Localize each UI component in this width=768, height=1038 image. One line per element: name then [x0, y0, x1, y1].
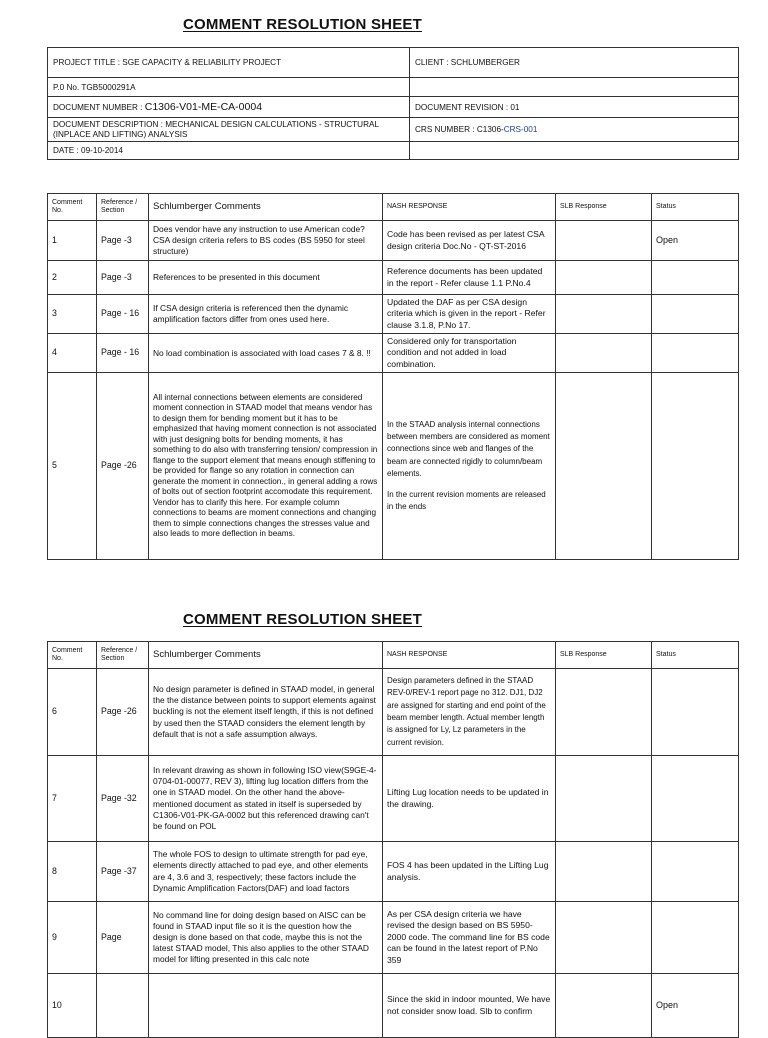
nash-response [383, 373, 556, 560]
nash-response: Design parameters defined in the STAAD REV-0/REV-1 report page no 312. DJ1, DJ2 are assigned for starting and end point of the beam member length. Actual member length is assigned for Ly, Lz parameters in the current revision. [383, 669, 556, 756]
slb-response [556, 221, 652, 261]
comment-text: All internal connections between elements are considered moment connection in STAAD model that means vendor has to design them for bending moment but it has to be emphasized that having moment connection is not associated with just designing bolts for bending moments, it has something to do also with transferring tension/ compression in flange to the support element that means enough stiffening to be provided for flange so any rotation in connection can generate the moment in connection., in general adding a rows of bolts out of section footprint accomodate this requirement. Vendor has to clarify this here. For example column connections to beams are moment connections and changing them to simple connections changes the stresses value and also leads to more deflection in beams. [149, 373, 383, 560]
slb-response [556, 974, 652, 1038]
nash-response: Reference documents has been updated in the report - Refer clause 1.1 P.No.4 [383, 261, 556, 295]
nash-response: Lifting Lug location needs to be updated in the drawing. [383, 756, 556, 842]
header-comment-no: Comment No. [48, 642, 97, 669]
reference: Page - 16 [97, 295, 149, 334]
comment-text: If CSA design criteria is referenced then the dynamic amplification factors differ from ones used here. [149, 295, 383, 334]
comment-no: 6 [48, 669, 97, 756]
client: CLIENT : SCHLUMBERGER [410, 48, 739, 78]
reference: Page [97, 902, 149, 974]
comment-no: 1 [48, 221, 97, 261]
slb-response [556, 842, 652, 902]
header-nash-response: NASH RESPONSE [383, 194, 556, 221]
nash-response: As per CSA design criteria we have revised the design based on BS 5950-2000 code. The command line for BS code can be found in the latest report of P.No 359 [383, 902, 556, 974]
table-row [48, 974, 739, 1038]
sheet-title: COMMENT RESOLUTION SHEET [183, 611, 422, 628]
nash-response-paragraph: In the current revision moments are released in the ends [387, 489, 546, 512]
status [652, 334, 739, 373]
empty-cell [410, 142, 739, 160]
table-row [48, 902, 739, 974]
reference: Page -3 [97, 261, 149, 295]
nash-response-paragraph: In the STAAD analysis internal connections between members are considered as moment connections since web and flanges of the beam are connected rigidly to column/beam elements. [387, 419, 550, 479]
sheet-title: COMMENT RESOLUTION SHEET [183, 16, 422, 33]
comment-text: The whole FOS to design to ultimate strength for pad eye, elements directly attached to pad eye, and other elements are 4, 3.6 and 3, respectively; these factors include the Dynamic Amplification Factors(DAF) and load factors [149, 842, 383, 902]
project-info-table [47, 47, 739, 160]
header-nash-response: NASH RESPONSE [383, 642, 556, 669]
reference [97, 974, 149, 1038]
status: Open [652, 221, 739, 261]
table-row [48, 261, 739, 295]
comment-no: 3 [48, 295, 97, 334]
comment-text: No command line for doing design based on AISC can be found in STAAD input file so it is the question how the design is done based on that code, maybe this is not the latest STAAD model, This also applies to the other STAAD model for lifting presented in this calc note [149, 902, 383, 974]
status [652, 295, 739, 334]
header-status: Status [652, 642, 739, 669]
reference: Page -26 [97, 373, 149, 560]
crs-suffix: CRS-001 [503, 125, 538, 134]
comment-text: No load combination is associated with load cases 7 & 8. !! [149, 334, 383, 373]
reference: Page -26 [97, 669, 149, 756]
slb-response [556, 261, 652, 295]
slb-response [556, 902, 652, 974]
slb-response [556, 334, 652, 373]
table-row [48, 221, 739, 261]
reference: Page -37 [97, 842, 149, 902]
table-row [48, 334, 739, 373]
crs-number [410, 118, 739, 142]
nash-response: Since the skid in indoor mounted, We have not consider snow load. Slb to confirm [383, 974, 556, 1038]
comment-text: References to be presented in this document [149, 261, 383, 295]
status [652, 669, 739, 756]
empty-cell [410, 78, 739, 97]
comment-no: 4 [48, 334, 97, 373]
comment-text: In relevant drawing as shown in following ISO view(S9GE-4-0704-01-00077, REV 3), lifting lug location differs from the one in STAAD model. On the other hand the above-mentioned document as stated in itself is superseded by C1306-V01-PK-GA-0002 but this referenced drawing can't be found on POL [149, 756, 383, 842]
table-row [48, 373, 739, 560]
document-description: DOCUMENT DESCRIPTION : MECHANICAL DESIGN CALCULATIONS - STRUCTURAL (INPLACE AND LIFTING) ANALYSIS [48, 118, 410, 142]
comment-no: 8 [48, 842, 97, 902]
slb-response [556, 756, 652, 842]
nash-response: Code has been revised as per latest CSA design criteria Doc.No - QT-ST-2016 [383, 221, 556, 261]
comment-text [149, 974, 383, 1038]
table-row [48, 756, 739, 842]
comment-no: 2 [48, 261, 97, 295]
reference: Page - 16 [97, 334, 149, 373]
nash-response: Updated the DAF as per CSA design criteria which is given in the report - Refer clause 3.1.8, P.No 17. [383, 295, 556, 334]
reference: Page -3 [97, 221, 149, 261]
comment-table-2 [47, 641, 739, 1038]
comment-no: 5 [48, 373, 97, 560]
comment-no: 7 [48, 756, 97, 842]
status [652, 373, 739, 560]
crs-prefix: CRS NUMBER : C1306- [415, 125, 504, 134]
document-revision: DOCUMENT REVISION : 01 [410, 97, 739, 118]
slb-response [556, 373, 652, 560]
document-number [48, 97, 410, 118]
comment-no: 10 [48, 974, 97, 1038]
document-number-label: DOCUMENT NUMBER : [53, 103, 145, 112]
table-row [48, 295, 739, 334]
header-slb-comments: Schlumberger Comments [149, 642, 383, 669]
table-row [48, 669, 739, 756]
project-title: PROJECT TITLE : SGE CAPACITY & RELIABILITY PROJECT [48, 48, 410, 78]
status: Open [652, 974, 739, 1038]
header-slb-response: SLB Response [556, 642, 652, 669]
status [652, 756, 739, 842]
po-number: P.0 No. TGB5000291A [48, 78, 410, 97]
nash-response: Considered only for transportation condition and not added in load combination. [383, 334, 556, 373]
status [652, 902, 739, 974]
reference: Page -32 [97, 756, 149, 842]
slb-response [556, 669, 652, 756]
nash-response: FOS 4 has been updated in the Lifting Lug analysis. [383, 842, 556, 902]
document-number-value: C1306-V01-ME-CA-0004 [144, 101, 263, 113]
slb-response [556, 295, 652, 334]
comment-table-1 [47, 193, 739, 560]
header-reference: Reference / Section [97, 194, 149, 221]
header-status: Status [652, 194, 739, 221]
header-reference: Reference / Section [97, 642, 149, 669]
comment-text: No design parameter is defined in STAAD model, in general the the distance between points to support elements against buckling is not the element itself length, if this is not defined by used then the STAAD considers the element length by default that is not a safe assumption always. [149, 669, 383, 756]
status [652, 261, 739, 295]
comment-text: Does vendor have any instruction to use American code? CSA design criteria refers to BS codes (BS 5950 for steel structure) [149, 221, 383, 261]
table-row [48, 842, 739, 902]
header-slb-comments: Schlumberger Comments [149, 194, 383, 221]
status [652, 842, 739, 902]
date: DATE : 09-10-2014 [48, 142, 410, 160]
header-comment-no: Comment No. [48, 194, 97, 221]
comment-no: 9 [48, 902, 97, 974]
header-slb-response: SLB Response [556, 194, 652, 221]
